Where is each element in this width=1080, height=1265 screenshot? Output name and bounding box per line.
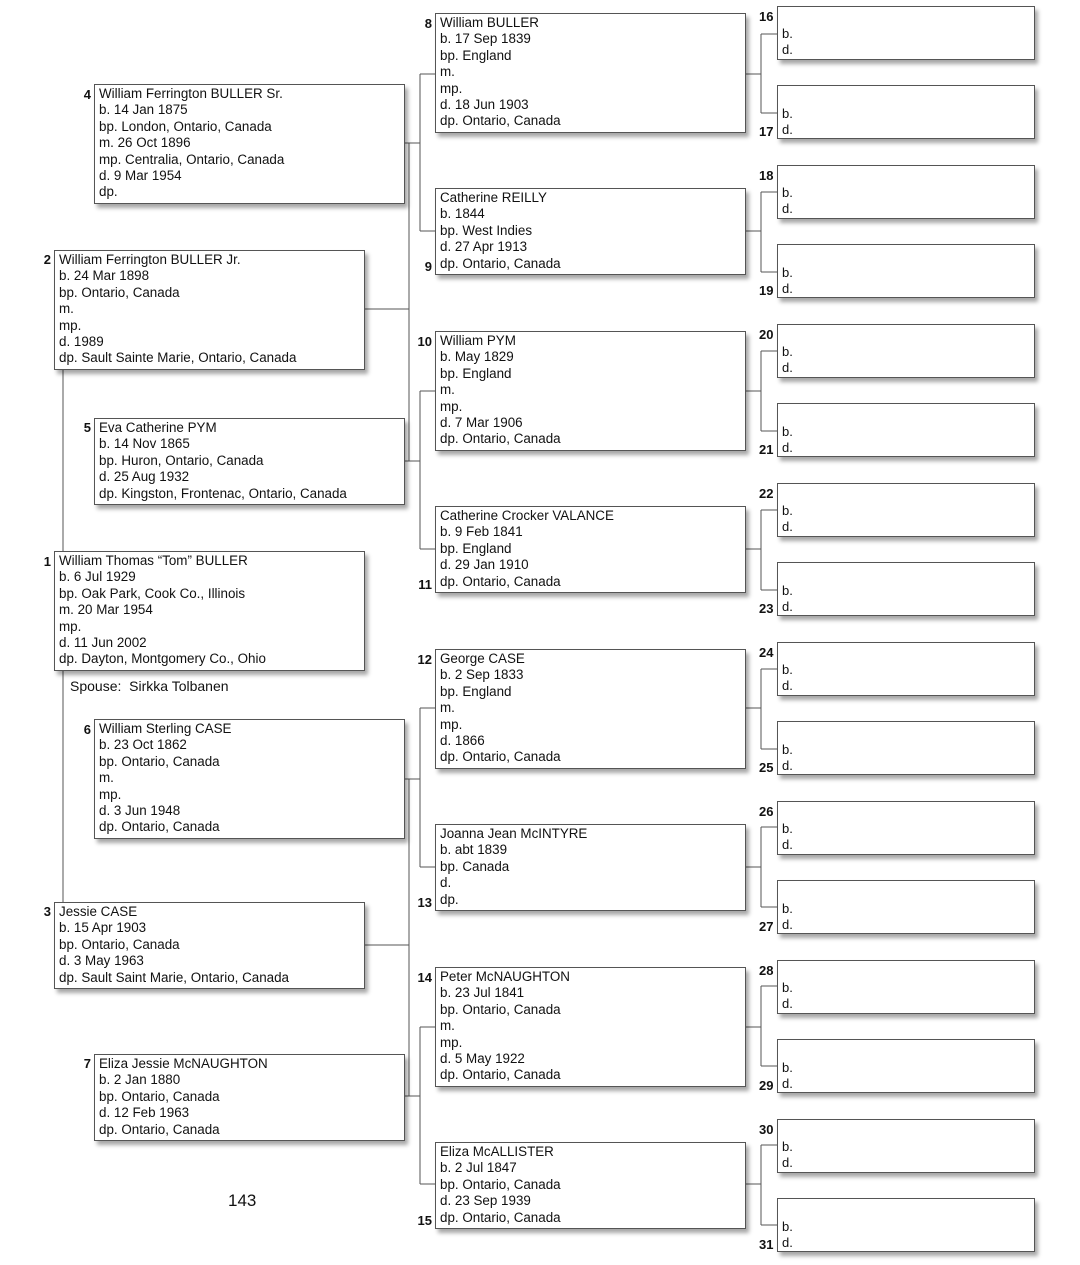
birth-place: bp. London, Ontario, Canada <box>99 118 272 134</box>
death-place: dp. Ontario, Canada <box>440 255 561 271</box>
person-name: Eliza McALLISTER <box>440 1144 554 1159</box>
death-place: dp. Sault Saint Marie, Ontario, Canada <box>59 969 290 985</box>
person-number: 1 <box>43 554 51 569</box>
death-place: dp. Ontario, Canada <box>440 573 561 589</box>
person-number: 20 <box>759 327 774 342</box>
death-date: d. 3 May 1963 <box>59 953 144 969</box>
marriage-date: m. <box>440 382 455 398</box>
empty-person-card[interactable] <box>777 880 1035 934</box>
person-card[interactable] <box>435 331 746 451</box>
person-number: 15 <box>417 1213 432 1228</box>
birth-date: b. <box>782 1139 793 1154</box>
birth-date: b. <box>782 901 793 916</box>
birth-date: b. May 1829 <box>440 349 514 365</box>
person-number: 23 <box>759 601 774 616</box>
birth-place: bp. West Indies <box>440 222 533 238</box>
person-number: 27 <box>759 919 774 934</box>
empty-person-card[interactable] <box>777 244 1035 298</box>
empty-person-card[interactable] <box>777 1119 1035 1173</box>
person-name: Joanna Jean McINTYRE <box>440 826 588 841</box>
person-number: 28 <box>759 963 774 978</box>
death-date: d. <box>440 875 452 891</box>
birth-date: b. abt 1839 <box>440 842 508 858</box>
person-card[interactable] <box>435 649 746 769</box>
death-date: d. 11 Jun 2002 <box>59 635 147 651</box>
person-number: 14 <box>417 970 432 985</box>
death-date: d. 3 Jun 1948 <box>99 803 181 819</box>
person-number: 13 <box>417 895 432 910</box>
empty-person-card[interactable] <box>777 801 1035 855</box>
empty-person-card[interactable] <box>777 403 1035 457</box>
birth-place: bp. Ontario, Canada <box>99 753 220 769</box>
death-date: d. 9 Mar 1954 <box>99 168 182 184</box>
person-number: 12 <box>417 652 432 667</box>
person-card[interactable] <box>435 824 746 911</box>
person-number: 11 <box>418 577 432 592</box>
empty-person-card[interactable] <box>777 324 1035 378</box>
birth-date: b. 2 Jul 1847 <box>440 1160 517 1176</box>
death-date: d. <box>782 1235 793 1250</box>
person-number: 16 <box>759 9 774 24</box>
person-card[interactable] <box>94 84 405 204</box>
empty-person-card[interactable] <box>777 165 1035 219</box>
birth-date: b. 14 Jan 1875 <box>99 102 188 118</box>
birth-date: b. <box>782 583 793 598</box>
death-place: dp. Ontario, Canada <box>99 819 220 835</box>
death-date: d. 23 Sep 1939 <box>440 1193 531 1209</box>
marriage-place: mp. <box>440 716 463 732</box>
birth-date: b. <box>782 265 793 280</box>
death-place: dp. <box>440 891 459 907</box>
person-name: William Ferrington BULLER Jr. <box>59 252 241 267</box>
death-place: dp. Dayton, Montgomery Co., Ohio <box>59 651 266 667</box>
marriage-place: mp. <box>440 1034 463 1050</box>
person-card[interactable] <box>435 967 746 1087</box>
birth-date: b. 23 Jul 1841 <box>440 985 525 1001</box>
empty-person-card[interactable] <box>777 6 1035 60</box>
person-card[interactable] <box>54 902 365 989</box>
birth-place: bp. Canada <box>440 858 510 874</box>
birth-date: b. <box>782 424 793 439</box>
death-date: d. <box>782 122 793 137</box>
person-card[interactable] <box>94 418 405 505</box>
person-card[interactable] <box>435 13 746 133</box>
spouse-label: Spouse: <box>70 678 122 694</box>
spouse-name: Sirkka Tolbanen <box>129 678 229 694</box>
person-card[interactable] <box>94 719 405 839</box>
death-date: d. <box>782 1155 793 1170</box>
person-name: William Sterling CASE <box>99 721 232 736</box>
person-number: 18 <box>759 168 774 183</box>
death-place: dp. Ontario, Canada <box>99 1121 220 1137</box>
birth-place: bp. Ontario, Canada <box>440 1176 561 1192</box>
empty-person-card[interactable] <box>777 721 1035 775</box>
empty-person-card[interactable] <box>777 1198 1035 1252</box>
birth-date: b. 9 Feb 1841 <box>440 524 523 540</box>
death-date: d. 25 Aug 1932 <box>99 469 190 485</box>
marriage-place: mp. <box>99 786 122 802</box>
death-place: dp. Ontario, Canada <box>440 431 561 447</box>
death-date: d. 1866 <box>440 733 485 749</box>
marriage-date: m. <box>99 770 114 786</box>
birth-place: bp. Ontario, Canada <box>59 936 180 952</box>
birth-date: b. <box>782 662 793 677</box>
birth-date: b. <box>782 1060 793 1075</box>
birth-date: b. 6 Jul 1929 <box>59 569 136 585</box>
person-number: 21 <box>759 442 774 457</box>
person-name: Eva Catherine PYM <box>99 420 217 435</box>
marriage-date: m. <box>440 64 455 80</box>
death-place: dp. Ontario, Canada <box>440 1209 561 1225</box>
spouse-line <box>70 678 229 694</box>
marriage-place: mp. Centralia, Ontario, Canada <box>99 151 285 167</box>
page-number: 143 <box>228 1191 257 1210</box>
death-date: d. <box>782 996 793 1011</box>
death-date: d. <box>782 360 793 375</box>
birth-date: b. <box>782 821 793 836</box>
marriage-date: m. <box>440 1018 455 1034</box>
person-number: 30 <box>759 1122 774 1137</box>
death-date: d. <box>782 42 793 57</box>
person-number: 8 <box>424 16 432 31</box>
death-place: dp. Ontario, Canada <box>440 113 561 129</box>
birth-date: b. <box>782 1219 793 1234</box>
person-name: George CASE <box>440 651 525 666</box>
birth-place: bp. England <box>440 47 512 63</box>
person-name: William PYM <box>440 333 516 348</box>
person-name: Jessie CASE <box>59 904 138 919</box>
death-date: d. <box>782 281 793 296</box>
birth-date: b. <box>782 742 793 757</box>
empty-person-card[interactable] <box>777 960 1035 1014</box>
person-number: 9 <box>424 259 432 274</box>
birth-place: bp. Ontario, Canada <box>440 1001 561 1017</box>
death-date: d. <box>782 1076 793 1091</box>
death-place: dp. Ontario, Canada <box>440 1067 561 1083</box>
person-number: 3 <box>43 904 51 919</box>
person-number: 10 <box>417 334 432 349</box>
person-card[interactable] <box>435 506 746 593</box>
birth-place: bp. England <box>440 540 512 556</box>
empty-person-card[interactable] <box>777 642 1035 696</box>
death-date: d. 7 Mar 1906 <box>440 415 523 431</box>
person-name: Peter McNAUGHTON <box>440 969 570 984</box>
death-date: d. 27 Apr 1913 <box>440 239 528 255</box>
birth-date: b. 14 Nov 1865 <box>99 436 190 452</box>
death-date: d. <box>782 599 793 614</box>
person-number: 6 <box>83 722 91 737</box>
marriage-date: m. <box>59 301 74 317</box>
person-card[interactable] <box>54 250 365 370</box>
birth-date: b. 24 Mar 1898 <box>59 268 150 284</box>
death-date: d. <box>782 440 793 455</box>
death-date: d. <box>782 201 793 216</box>
marriage-place: mp. <box>59 618 82 634</box>
birth-place: bp. England <box>440 365 512 381</box>
birth-date: b. 23 Oct 1862 <box>99 737 187 753</box>
birth-place: bp. Ontario, Canada <box>59 284 180 300</box>
birth-date: b. <box>782 980 793 995</box>
person-number: 29 <box>759 1078 774 1093</box>
death-date: d. <box>782 758 793 773</box>
person-name: William Ferrington BULLER Sr. <box>99 86 283 101</box>
person-card[interactable] <box>54 551 365 671</box>
birth-date: b. 17 Sep 1839 <box>440 31 531 47</box>
person-name: Catherine Crocker VALANCE <box>440 508 614 523</box>
person-number: 31 <box>759 1237 774 1252</box>
birth-date: b. 1844 <box>440 206 485 222</box>
person-name: William BULLER <box>440 15 539 30</box>
birth-place: bp. Ontario, Canada <box>99 1088 220 1104</box>
empty-person-card[interactable] <box>777 85 1035 139</box>
death-date: d. <box>782 917 793 932</box>
death-date: d. 29 Jan 1910 <box>440 557 529 573</box>
death-date: d. 18 Jun 1903 <box>440 97 529 113</box>
person-card[interactable] <box>435 1142 746 1229</box>
person-name: Catherine REILLY <box>440 190 547 205</box>
death-date: d. <box>782 837 793 852</box>
birth-date: b. <box>782 185 793 200</box>
empty-person-card[interactable] <box>777 483 1035 537</box>
birth-date: b. <box>782 344 793 359</box>
birth-date: b. 2 Sep 1833 <box>440 667 524 683</box>
death-date: d. <box>782 678 793 693</box>
birth-place: bp. England <box>440 683 512 699</box>
birth-date: b. <box>782 503 793 518</box>
person-number: 4 <box>83 87 91 102</box>
marriage-date: m. <box>440 700 455 716</box>
marriage-date: m. 20 Mar 1954 <box>59 602 153 618</box>
person-number: 5 <box>83 420 91 435</box>
death-place: dp. Ontario, Canada <box>440 749 561 765</box>
person-number: 26 <box>759 804 774 819</box>
person-number: 7 <box>83 1056 91 1071</box>
person-card[interactable] <box>94 1054 405 1141</box>
person-number: 2 <box>43 252 51 267</box>
person-card[interactable] <box>435 188 746 275</box>
birth-date: b. 2 Jan 1880 <box>99 1072 181 1088</box>
death-place: dp. Sault Sainte Marie, Ontario, Canada <box>59 350 297 366</box>
marriage-place: mp. <box>440 80 463 96</box>
death-date: d. 1989 <box>59 334 104 350</box>
person-name: William Thomas “Tom” BULLER <box>59 553 248 568</box>
person-number: 19 <box>759 283 774 298</box>
death-place: dp. <box>99 184 118 200</box>
person-number: 17 <box>759 124 774 139</box>
birth-date: b. 15 Apr 1903 <box>59 920 147 936</box>
birth-date: b. <box>782 26 793 41</box>
marriage-place: mp. <box>440 398 463 414</box>
person-number: 22 <box>759 486 774 501</box>
empty-person-card[interactable] <box>777 562 1035 616</box>
person-name: Eliza Jessie McNAUGHTON <box>99 1056 268 1071</box>
death-date: d. <box>782 519 793 534</box>
marriage-place: mp. <box>59 317 82 333</box>
death-place: dp. Kingston, Frontenac, Ontario, Canada <box>99 485 347 501</box>
birth-place: bp. Oak Park, Cook Co., Illinois <box>59 585 246 601</box>
death-date: d. 12 Feb 1963 <box>99 1105 190 1121</box>
death-date: d. 5 May 1922 <box>440 1051 525 1067</box>
person-number: 24 <box>759 645 774 660</box>
person-number: 25 <box>759 760 774 775</box>
marriage-date: m. 26 Oct 1896 <box>99 135 191 151</box>
birth-date: b. <box>782 106 793 121</box>
birth-place: bp. Huron, Ontario, Canada <box>99 452 264 468</box>
empty-person-card[interactable] <box>777 1039 1035 1093</box>
